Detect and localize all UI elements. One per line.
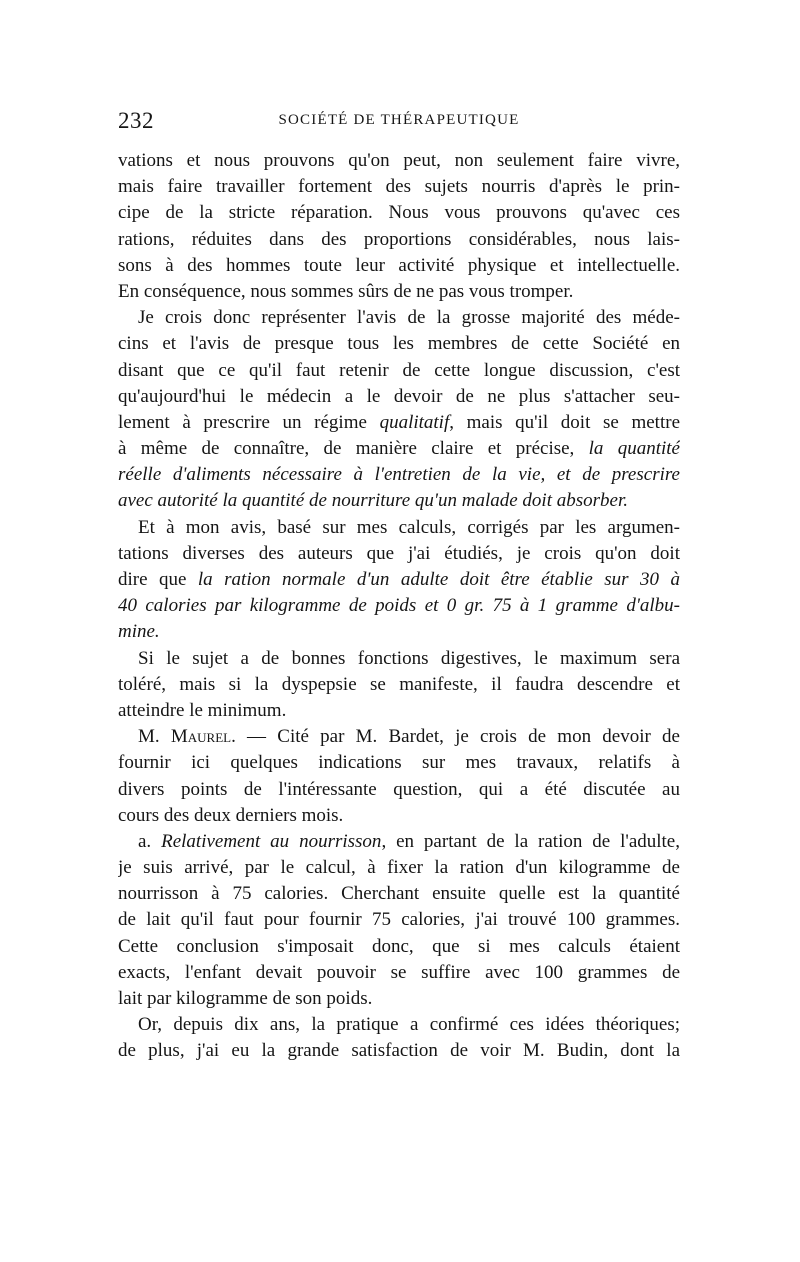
text-line: cins et l'avis de presque tous les membres de cette Société en: [118, 333, 680, 355]
text-line: exacts, l'enfant devait pouvoir se suffire avec 100 grammes de: [118, 961, 680, 983]
text-line: de lait qu'il faut pour fournir 75 calories, j'ai trouvé 100 grammes.: [118, 909, 680, 931]
text-line: disant que ce qu'il faut retenir de cette longue discussion, c'est: [118, 359, 680, 381]
text-line: [118, 724, 680, 750]
text-line: divers points de l'intéressante question, qui a été discutée au: [118, 778, 680, 800]
emphasis-text: Relativement au nourrisson: [161, 830, 382, 852]
paragraph: [118, 724, 680, 829]
text-line: atteindre le minimum.: [118, 699, 287, 721]
paragraph: [118, 148, 680, 305]
paragraph: [118, 1012, 680, 1064]
text-run: . — Cité par M. Bardet, je crois de mon devoir de: [231, 726, 680, 748]
text-run: dire que: [118, 569, 198, 590]
text-run: à même de connaître, de manière claire et précise,: [118, 438, 589, 460]
body-text: [118, 148, 680, 1065]
running-title: SOCIÉTÉ DE THÉRAPEUTIQUE: [278, 112, 520, 128]
text-line: Or, depuis dix ans, la pratique a confirmé ces idées théoriques;: [138, 1014, 680, 1036]
text-line: [118, 567, 680, 593]
text-line: mais faire travailler fortement des sujets nourris d'après le prin-: [118, 176, 680, 198]
text-line: Je crois donc représenter l'avis de la grosse majorité des méde-: [138, 307, 680, 329]
page-number: 232: [118, 108, 154, 133]
speaker-name: Maurel: [170, 726, 232, 748]
text-run: a.: [138, 830, 162, 852]
emphasis-text: la quantité: [588, 438, 680, 460]
text-line: sons à des hommes toute leur activité physique et intellectuelle.: [118, 254, 680, 276]
text-line: nourrisson à 75 calories. Cherchant ensuite quelle est la quantité: [118, 883, 680, 905]
text-line: [118, 436, 680, 462]
paragraph: [118, 305, 680, 515]
text-line: En conséquence, nous sommes sûrs de ne pas vous tromper.: [118, 280, 574, 302]
text-line: réelle d'aliments nécessaire à l'entretien de la vie, et de prescrire: [118, 464, 680, 486]
text-line: cours des deux derniers mois.: [118, 804, 344, 826]
text-run: M.: [138, 726, 171, 748]
text-run: , mais qu'il doit se mettre: [449, 411, 680, 433]
paragraph: [118, 829, 680, 1012]
text-line: rations, réduites dans des proportions considérables, nous lais-: [118, 228, 680, 250]
text-line: [118, 410, 680, 436]
text-line: lait par kilogramme de son poids.: [118, 988, 373, 1009]
text-line: toléré, mais si la dyspepsie se manifeste, il faudra descendre et: [118, 673, 680, 695]
running-header: [118, 108, 680, 138]
text-line: qu'aujourd'hui le médecin a le devoir de ne plus s'attacher seu-: [118, 385, 680, 407]
text-line: vations et nous prouvons qu'on peut, non seulement faire vivre,: [118, 150, 680, 171]
text-line: [118, 829, 680, 855]
emphasis-text: qualitatif: [379, 411, 450, 433]
paragraph: [118, 515, 680, 646]
text-line: fournir ici quelques indications sur mes travaux, relatifs à: [118, 752, 680, 774]
text-run: , en partant de la ration de l'adulte,: [381, 830, 680, 852]
text-line: avec autorité la quantité de nourriture qu'un malade doit absorber.: [118, 490, 628, 512]
text-line: Cette conclusion s'imposait donc, que si mes calculs étaient: [118, 935, 680, 957]
paragraph: [118, 646, 680, 725]
text-line: Si le sujet a de bonnes fonctions digestives, le maximum sera: [138, 647, 680, 669]
text-line: 40 calories par kilogramme de poids et 0 gr. 75 à 1 gramme d'albu-: [118, 595, 680, 617]
text-line: je suis arrivé, par le calcul, à fixer la ration d'un kilogramme de: [118, 857, 680, 879]
text-line: de plus, j'ai eu la grande satisfaction de voir M. Budin, dont la: [118, 1040, 680, 1062]
emphasis-text: la ration normale d'un adulte doit être établie sur 30 à: [197, 569, 680, 590]
text-line: tations diverses des auteurs que j'ai étudiés, je crois qu'on doit: [118, 542, 680, 564]
text-run: lement à prescrire un régime: [118, 411, 380, 433]
text-line: cipe de la stricte réparation. Nous vous prouvons qu'avec ces: [118, 202, 680, 224]
text-line: Et à mon avis, basé sur mes calculs, corrigés par les argumen-: [138, 516, 680, 538]
text-line: mine.: [118, 621, 160, 643]
